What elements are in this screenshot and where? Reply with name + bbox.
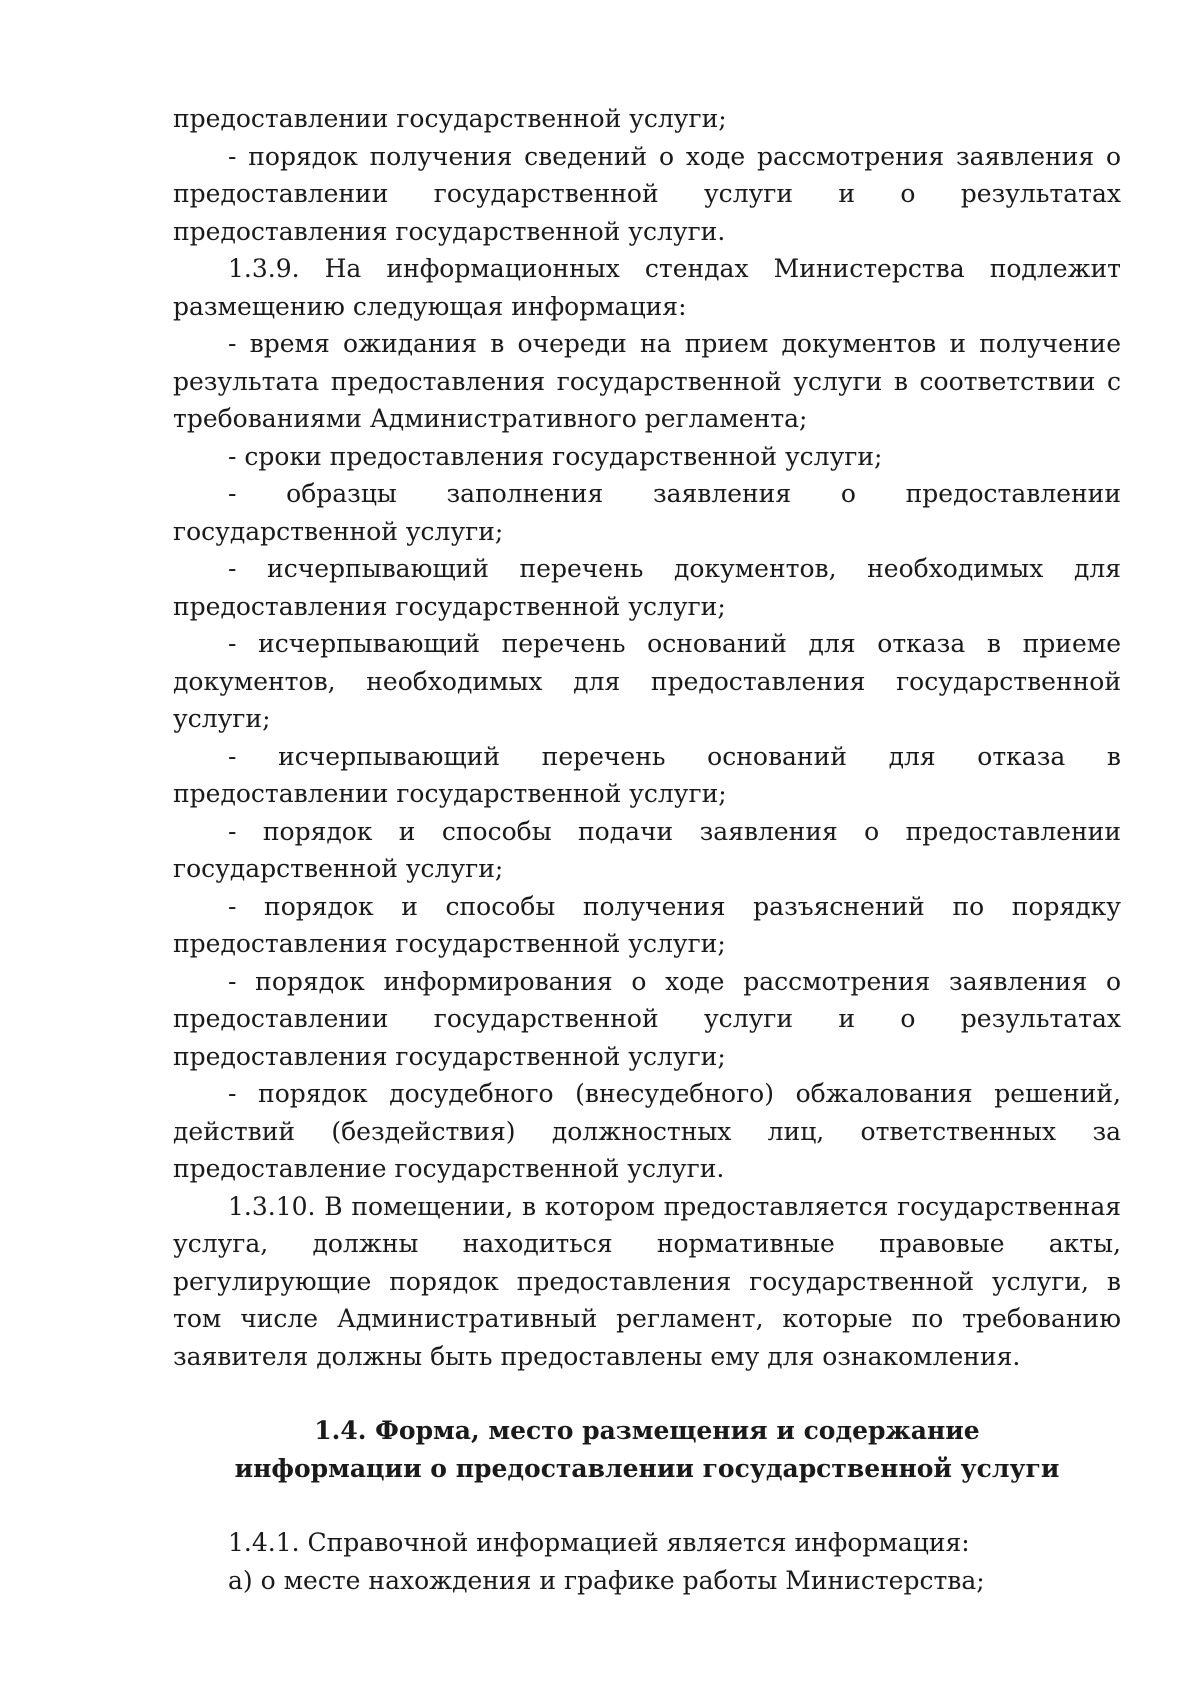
paragraph: - порядок и способы получения разъяснений по порядку предоставления государственной услуги; <box>173 891 1121 958</box>
paragraph: - исчерпывающий перечень оснований для отказа в предоставлении государственной услуги; <box>173 741 1121 808</box>
paragraph: - порядок информирования о ходе рассмотрения заявления о предоставлении государственной услуги и о результатах предоставления государственной услуги; <box>173 966 1121 1071</box>
document-page <box>173 100 1121 1599</box>
paragraph: - исчерпывающий перечень оснований для отказа в приеме документов, необходимых для предоставления государственной услуги; <box>173 629 1121 733</box>
paragraph: - образцы заполнения заявления о предоставлении государственной услуги; <box>173 479 1121 546</box>
section-heading-block <box>173 1412 1121 1487</box>
section-heading: 1.4. Форма, место размещения и содержание информации о предоставлении государственной услуги <box>234 1416 1060 1483</box>
paragraph: - исчерпывающий перечень документов, необходимых для предоставления государственной услуги; <box>173 554 1121 621</box>
paragraph: - порядок досудебного (внесудебного) обжалования решений, действий (бездействия) должностных лиц, ответственных за предоставление государственной услуги. <box>173 1079 1121 1183</box>
paragraph: 1.3.10. В помещении, в котором предоставляется государственная услуга, должны находиться нормативные правовые акты, регулирующие порядок предоставления государственной услуги, в том числе Административный регламент, которые по требованию заявителя должны быть предоставлены ему для ознакомления. <box>173 1191 1121 1371</box>
paragraph: - сроки предоставления государственной услуги; <box>228 441 883 471</box>
paragraph: - порядок получения сведений о ходе рассмотрения заявления о предоставлении государственной услуги и о результатах предоставления государственной услуги. <box>173 141 1121 246</box>
paragraph: а) о месте нахождения и графике работы Министерства; <box>228 1565 985 1595</box>
paragraph: предоставлении государственной услуги; <box>173 104 727 133</box>
paragraph: - время ожидания в очереди на прием документов и получение результата предоставления государственной услуги в соответствии с требованиями Административного регламента; <box>173 329 1121 433</box>
paragraph: 1.3.9. На информационных стендах Министерства подлежит размещению следующая информация: <box>173 254 1121 321</box>
paragraph: - порядок и способы подачи заявления о предоставлении государственной услуги; <box>173 816 1121 883</box>
paragraph: 1.4.1. Справочной информацией является информация: <box>228 1528 970 1557</box>
